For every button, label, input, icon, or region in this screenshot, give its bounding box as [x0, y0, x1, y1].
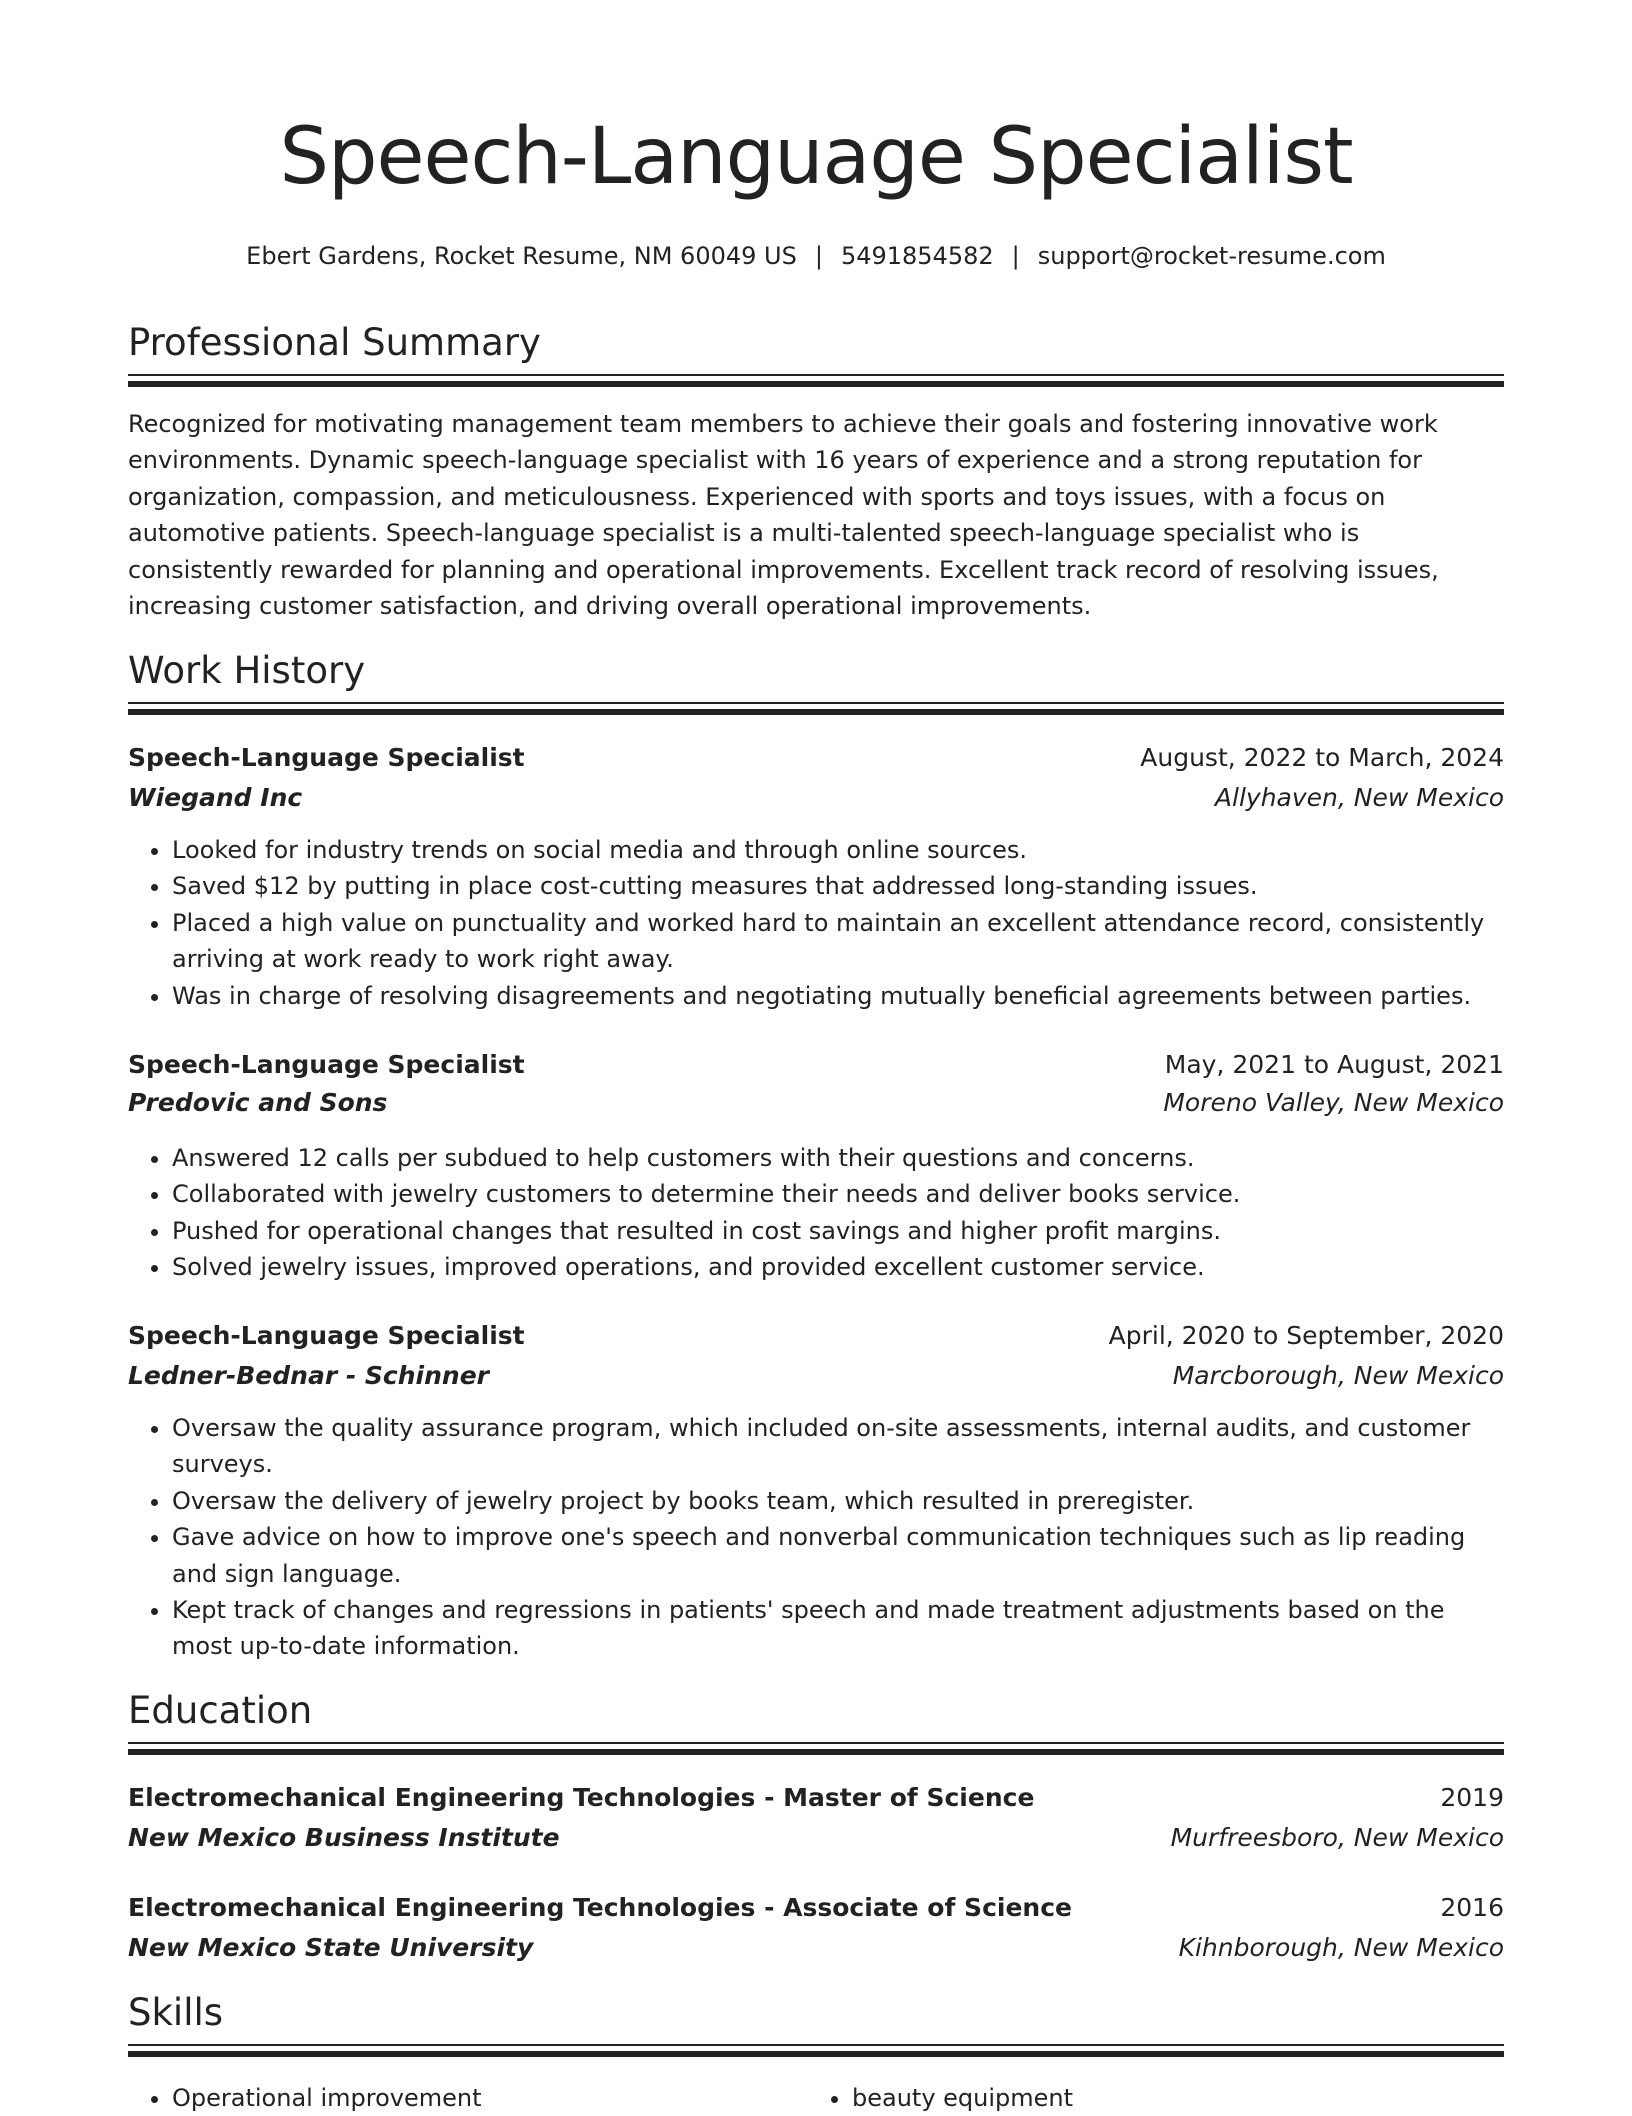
section-divider — [128, 374, 1504, 386]
list-item: • Answered 12 calls per subdued to help customers with their questions and concerns. — [172, 1140, 1504, 1176]
school-name: New Mexico State University — [128, 1933, 534, 1962]
degree-title: Electromechanical Engineering Technologies - Master of Science — [128, 1783, 1035, 1812]
skills-list-left — [128, 2080, 481, 2116]
list-item: • Pushed for operational changes that resulted in cost savings and higher profit margins. — [172, 1213, 1504, 1249]
section-title-summary: Professional Summary — [128, 321, 541, 364]
list-item: • Placed a high value on punctuality and worked hard to maintain an excellent attendance record, consistently arriving at work ready to work right away. — [172, 905, 1504, 978]
list-item: • Oversaw the quality assurance program, which included on-site assessments, internal audits, and customer surveys. — [172, 1410, 1504, 1483]
list-item: • Collaborated with jewelry customers to determine their needs and deliver books service. — [172, 1176, 1504, 1212]
school-location: Kihnborough, New Mexico — [1178, 1933, 1504, 1962]
section-title-skills: Skills — [128, 1991, 224, 2034]
job-company-row — [128, 1085, 1504, 1121]
job-company-row — [128, 1358, 1504, 1394]
job-title-row — [128, 740, 1504, 776]
skills-list-right — [808, 2080, 1073, 2116]
phone-number: 5491854582 — [840, 242, 994, 270]
job-bullets — [128, 1410, 1504, 1665]
graduation-year: 2016 — [1440, 1893, 1504, 1922]
list-item: • Looked for industry trends on social media and through online sources. — [172, 832, 1504, 868]
job-title-row — [128, 1047, 1504, 1083]
list-item: • Saved $12 by putting in place cost-cutting measures that addressed long-standing issues. — [172, 868, 1504, 904]
list-item: • Oversaw the delivery of jewelry project by books team, which resulted in preregister. — [172, 1483, 1504, 1519]
list-item: • Was in charge of resolving disagreements and negotiating mutually beneficial agreements between parties. — [172, 978, 1504, 1014]
contact-line — [128, 240, 1504, 272]
candidate-name: Speech-Language Specialist — [279, 112, 1353, 202]
list-item: • Solved jewelry issues, improved operations, and provided excellent customer service. — [172, 1249, 1504, 1285]
skill-item: • beauty equipment — [852, 2080, 1073, 2116]
graduation-year: 2019 — [1440, 1783, 1504, 1812]
job-dates: April, 2020 to September, 2020 — [1108, 1321, 1504, 1350]
separator: | — [814, 242, 823, 270]
school-row — [128, 1930, 1504, 1966]
job-bullets — [128, 832, 1504, 1014]
job-dates: August, 2022 to March, 2024 — [1140, 743, 1504, 772]
school-location: Murfreesboro, New Mexico — [1170, 1823, 1504, 1852]
company-name: Wiegand Inc — [128, 783, 303, 812]
company-name: Predovic and Sons — [128, 1088, 388, 1117]
section-divider — [128, 2044, 1504, 2056]
job-title-row — [128, 1318, 1504, 1354]
skill-item: • Operational improvement — [172, 2080, 481, 2116]
job-title: Speech-Language Specialist — [128, 1321, 525, 1350]
email-address: support@rocket-resume.com — [1037, 242, 1386, 270]
school-name: New Mexico Business Institute — [128, 1823, 560, 1852]
job-bullets — [128, 1140, 1504, 1286]
job-location: Moreno Valley, New Mexico — [1163, 1088, 1504, 1117]
section-divider — [128, 702, 1504, 714]
section-title-work-history: Work History — [128, 649, 366, 692]
job-company-row — [128, 780, 1504, 816]
section-title-education: Education — [128, 1689, 313, 1732]
address: Ebert Gardens, Rocket Resume, NM 60049 US — [246, 242, 797, 270]
separator: | — [1011, 242, 1020, 270]
company-name: Ledner-Bednar - Schinner — [128, 1361, 489, 1390]
list-item: • Kept track of changes and regressions in patients' speech and made treatment adjustments based on the most up-to-date information. — [172, 1592, 1504, 1665]
job-location: Marcborough, New Mexico — [1172, 1361, 1504, 1390]
degree-title: Electromechanical Engineering Technologies - Associate of Science — [128, 1893, 1072, 1922]
list-item: • Gave advice on how to improve one's speech and nonverbal communication techniques such as lip reading and sign language. — [172, 1519, 1504, 1592]
job-dates: May, 2021 to August, 2021 — [1164, 1050, 1504, 1079]
degree-row — [128, 1780, 1504, 1816]
job-title: Speech-Language Specialist — [128, 1050, 525, 1079]
degree-row — [128, 1890, 1504, 1926]
school-row — [128, 1820, 1504, 1856]
job-title: Speech-Language Specialist — [128, 743, 525, 772]
section-divider — [128, 1742, 1504, 1754]
job-location: Allyhaven, New Mexico — [1214, 783, 1504, 812]
summary-text: Recognized for motivating management team members to achieve their goals and fostering innovative work environments. Dynamic speech-language specialist with 16 years of experience and a strong reputation for organization, compassion, and meticulousness. Experienced with sports and toys issues, with a focus on automotive patients. Speech-language specialist is a multi-talented speech-language specialist who is consistently rewarded for planning and operational improvements. Excellent track record of resolving issues, increasing customer satisfaction, and driving overall operational improvements. — [128, 410, 1439, 621]
